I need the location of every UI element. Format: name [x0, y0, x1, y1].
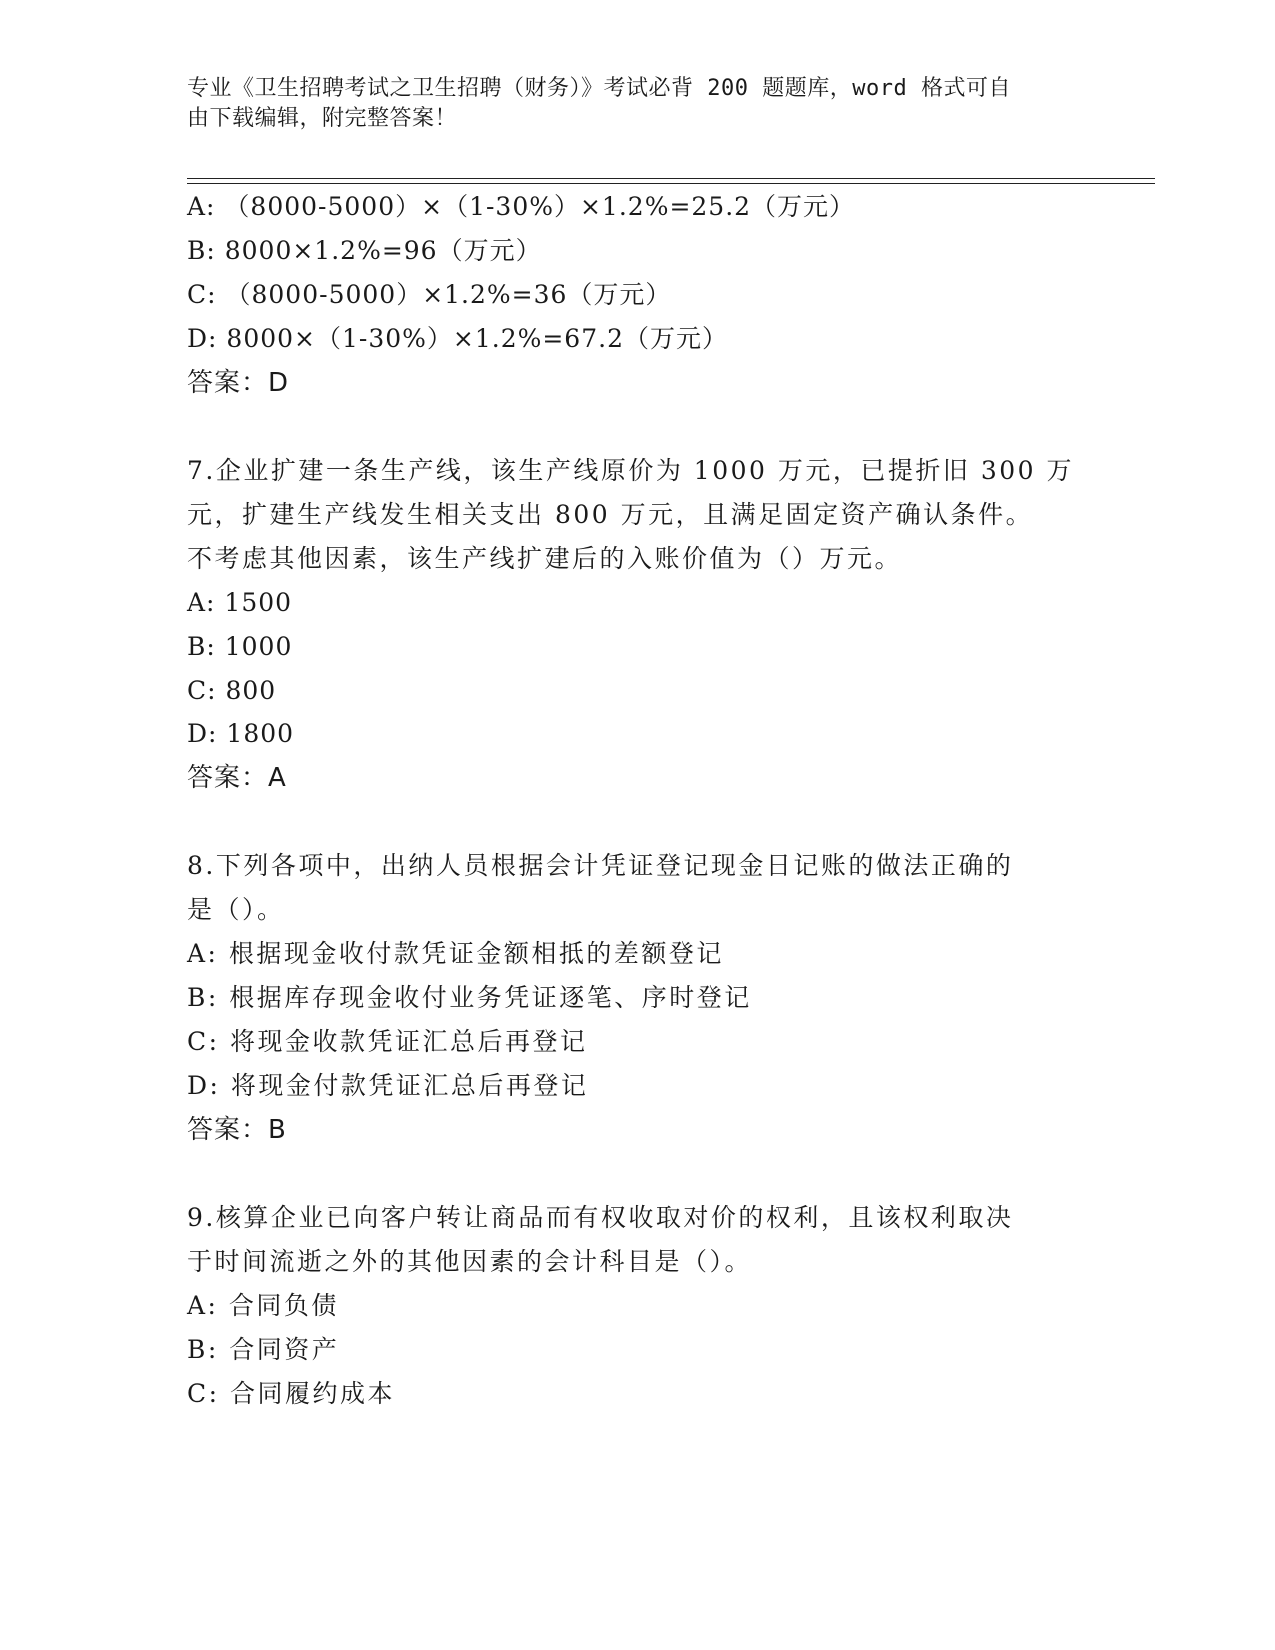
q9-option-c: C: 合同履约成本	[187, 1379, 395, 1408]
q8-option-b: B: 根据库存现金收付业务凭证逐笔、序时登记	[187, 983, 752, 1012]
q8-option-c: C: 将现金收款凭证汇总后再登记	[187, 1027, 588, 1056]
header-line-1: 专业《卫生招聘考试之卫生招聘（财务）》考试必背 200 题题库，word 格式可自	[187, 76, 1011, 101]
q9-text-line-2: 于时间流逝之外的其他因素的会计科目是（）。	[187, 1247, 753, 1276]
q6-answer: 答案：D	[187, 368, 290, 398]
q6-option-c: C: （8000-5000）×1.2%=36（万元）	[187, 280, 672, 309]
q8-option-a: A: 根据现金收付款凭证金额相抵的差额登记	[187, 939, 724, 968]
q7-answer: 答案：A	[187, 763, 287, 793]
q7-option-a: A: 1500	[187, 588, 293, 617]
q9-option-b: B: 合同资产	[187, 1335, 340, 1364]
q8-text-line-1: 8.下列各项中，出纳人员根据会计凭证登记现金日记账的做法正确的	[187, 851, 1014, 880]
q7-text-line-2: 元，扩建生产线发生相关支出 800 万元，且满足固定资产确认条件。	[187, 500, 1034, 529]
q6-option-d: D: 8000×（1-30%）×1.2%=67.2（万元）	[187, 324, 728, 353]
header-divider-bottom	[187, 183, 1155, 184]
header-divider-top	[187, 178, 1155, 179]
q8-answer: 答案：B	[187, 1115, 287, 1145]
q9-option-a: A: 合同负债	[187, 1291, 339, 1320]
q8-option-d: D: 将现金付款凭证汇总后再登记	[187, 1071, 589, 1100]
q7-option-b: B: 1000	[187, 632, 293, 661]
header-line-2: 由下载编辑，附完整答案！	[187, 106, 458, 131]
q8-text-line-2: 是（）。	[187, 895, 285, 924]
q9-text-line-1: 9.核算企业已向客户转让商品而有权收取对价的权利，且该权利取决	[187, 1203, 1014, 1232]
q7-text-line-3: 不考虑其他因素，该生产线扩建后的入账价值为（）万元。	[187, 544, 903, 573]
q7-option-d: D: 1800	[187, 719, 295, 748]
document-header	[187, 74, 1087, 134]
q7-option-c: C: 800	[187, 676, 277, 705]
q7-text-line-1: 7.企业扩建一条生产线，该生产线原价为 1000 万元，已提折旧 300 万	[187, 456, 1074, 485]
q6-option-a: A: （8000-5000）×（1-30%）×1.2%=25.2（万元）	[187, 192, 856, 221]
q6-option-b: B: 8000×1.2%=96（万元）	[187, 236, 542, 265]
